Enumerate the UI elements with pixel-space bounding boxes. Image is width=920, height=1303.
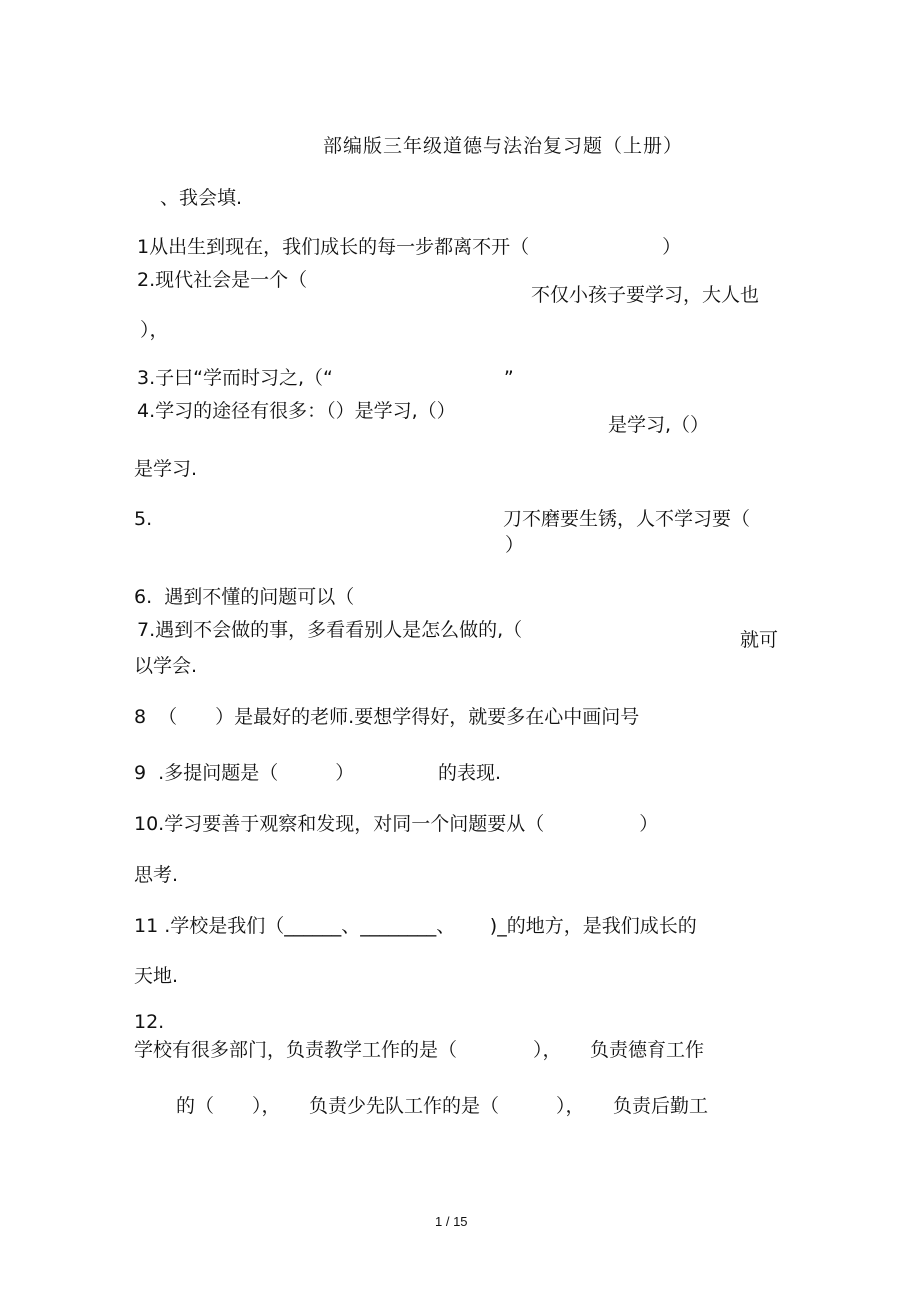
question-4: 4.学习的途径有很多：（）是学习,（） — [137, 400, 456, 422]
question-11-end: 天地. — [134, 965, 179, 987]
question-1: 1从出生到现在，我们成长的每一步都离不开（ ） — [137, 236, 682, 258]
document-title: 部编版三年级道德与法治复习题（上册） — [323, 135, 684, 157]
question-7-cont: 就可 — [740, 629, 779, 651]
question-5-text: 刀不磨要生锈，人不学习要（ — [503, 508, 751, 530]
question-2: 2.现代社会是一个（ — [137, 269, 308, 291]
question-2-end: ）， — [140, 319, 169, 341]
question-10: 10.学习要善于观察和发现，对同一个问题要从（ ） — [134, 813, 659, 835]
question-12-line1: 学校有很多部门，负责教学工作的是（ ）， 负责德育工作 — [134, 1039, 705, 1061]
section-heading: 、我会填. — [160, 187, 243, 209]
question-9-end: 的表现. — [438, 762, 502, 784]
question-7-end: 以学会. — [134, 655, 198, 677]
page-number: 1 / 15 — [435, 1214, 468, 1229]
question-10-end: 思考. — [134, 864, 179, 886]
question-5-end: ） — [505, 534, 525, 556]
question-12: 12. — [134, 1011, 165, 1033]
question-2-cont: 不仅小孩子要学习，大人也 — [531, 284, 760, 306]
question-3: 3.子曰“学而时习之,（“ ” — [137, 367, 514, 389]
question-7: 7.遇到不会做的事，多看看别人是怎么做的,（ — [137, 619, 523, 641]
question-6: 6. 遇到不懂的问题可以（ — [134, 586, 355, 608]
question-8: 8 （ ）是最好的老师.要想学得好，就要多在心中画问号 — [134, 706, 640, 728]
question-4-end: 是学习. — [134, 458, 198, 480]
question-5: 5. — [134, 508, 153, 530]
question-11: 11 .学校是我们（______、________、 )_的地方，是我们成长的 — [134, 915, 697, 937]
question-4-cont: 是学习,（） — [608, 414, 710, 436]
question-12-line2: 的（ ）， 负责少先队工作的是（ ）， 负责后勤工 — [176, 1095, 709, 1117]
question-9: 9 .多提问题是（ ） — [134, 762, 355, 784]
